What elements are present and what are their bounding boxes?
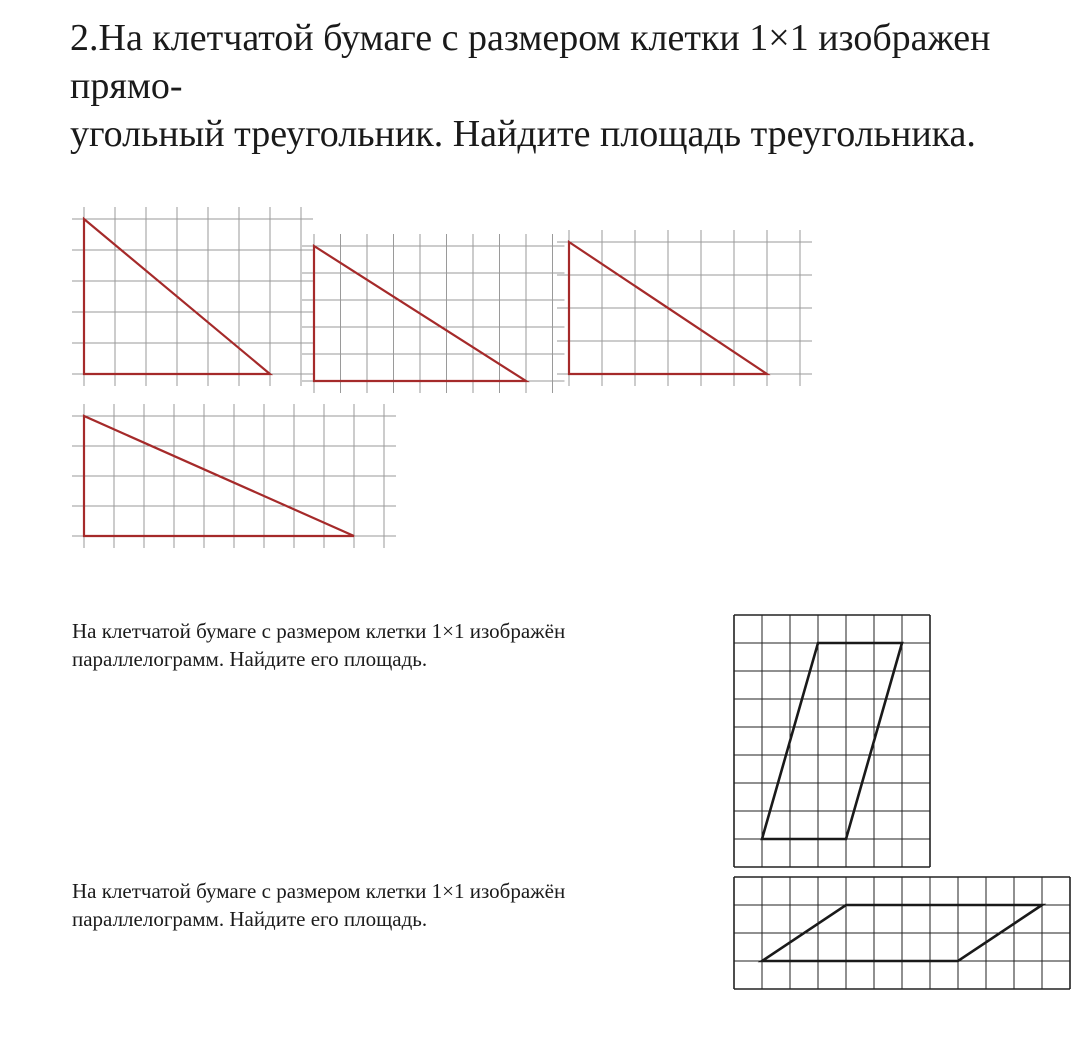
parallelogram-task-1-line-2: параллелограмм. Найдите его площадь.	[72, 647, 428, 671]
parallelogram	[762, 643, 902, 839]
task-heading	[70, 14, 1060, 158]
triangle-figure-1	[70, 205, 317, 390]
parallelogram-figure-2	[732, 875, 1072, 991]
parallelogram-task-2-line-1: На клетчатой бумаге с размером клетки 1×1 изображён	[72, 879, 566, 903]
task-heading-line-2: прямо-	[70, 65, 183, 107]
triangle-figure-3	[555, 228, 816, 390]
triangle-figure-4	[70, 402, 400, 552]
parallelogram-task-1-text	[72, 617, 722, 673]
triangle-figure-2	[300, 232, 569, 397]
parallelogram-task-2-text	[72, 877, 722, 933]
parallelogram-figure-1	[732, 613, 932, 869]
parallelogram-task-2-line-2: параллелограмм. Найдите его площадь.	[72, 907, 428, 931]
parallelogram-task-1-line-1: На клетчатой бумаге с размером клетки 1×1 изображён	[72, 619, 566, 643]
task-heading-line-1: 2.На клетчатой бумаге с размером клетки 1×1 изображен	[70, 17, 991, 59]
task-heading-line-3: угольный треугольник. Найдите площадь треугольника.	[70, 113, 976, 155]
